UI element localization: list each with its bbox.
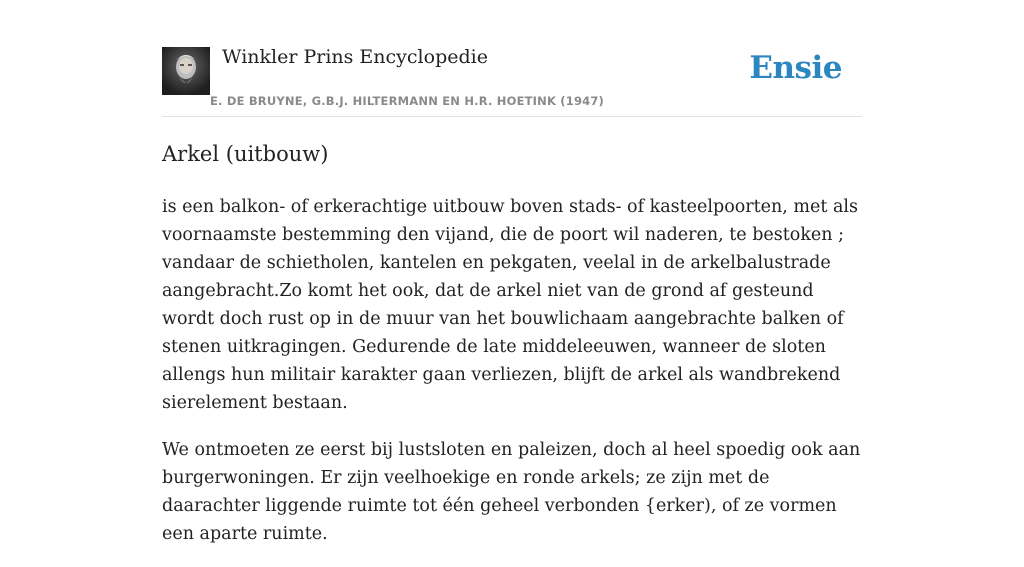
publication-title[interactable]: Winkler Prins Encyclopedie xyxy=(222,46,488,68)
article xyxy=(162,138,862,567)
portrait-image xyxy=(162,47,210,95)
portrait-icon[interactable] xyxy=(162,47,210,95)
article-paragraph: is een balkon- of erkerachtige uitbouw boven stads- of kasteelpoorten, met als voornaamste bestemming den vijand, die de poort wil naderen, te bestoken ; vandaar de schietholen, kantelen en pekgaten, veelal in de arkelbalustrade aangebracht.Zo komt het ook, dat de arkel niet van de grond af gesteund wordt doch rust op in de muur van het bouwlichaam aangebrachte balken of stenen uitkragingen. Gedurende de late middeleeuwen, wanneer de sloten allengs hun militair karakter gaan verliezen, blijft de arkel als wandbrekend sierelement bestaan. xyxy=(162,197,858,413)
publication-authors: E. DE BRUYNE, G.B.J. HILTERMANN EN H.R. HOETINK (1947) xyxy=(210,94,605,108)
article-paragraph: We ontmoeten ze eerst bij lustsloten en paleizen, doch al heel spoedig ook aan burgerwoningen. Er zijn veelhoekige en ronde arkels; ze zijn met de daarachter liggende ruimte tot één geheel verbonden {erker), of ze vormen een aparte ruimte. xyxy=(162,440,861,544)
article-title: Arkel (uitbouw) xyxy=(162,142,329,166)
brand-logo[interactable]: Ensie xyxy=(749,50,842,86)
site-header xyxy=(162,44,862,117)
